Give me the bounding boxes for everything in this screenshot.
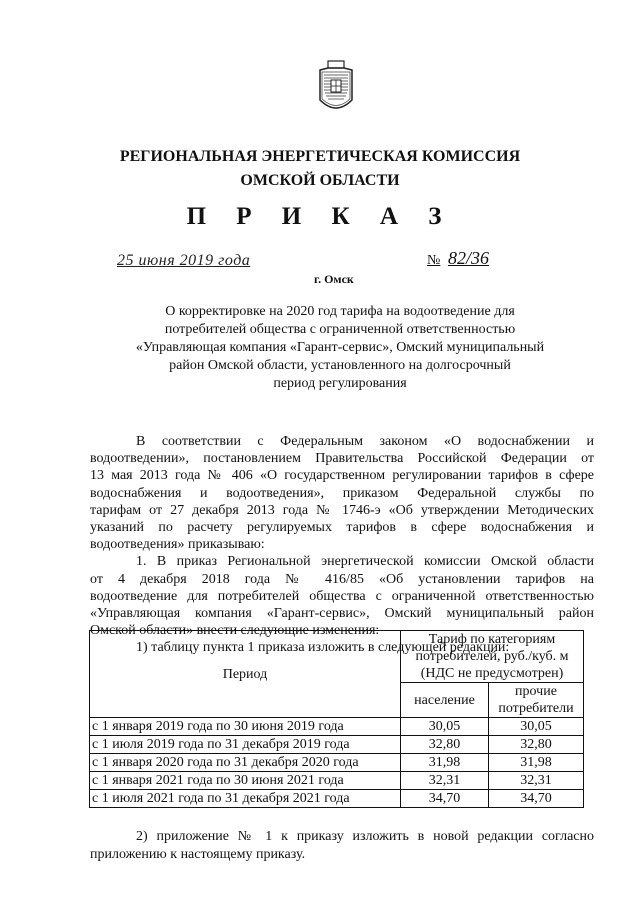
header-other-line: прочие — [515, 684, 557, 699]
body-line: указаний по расчету регулируемых тарифов в сфере водоснабжения и — [90, 520, 594, 536]
subject-line: О корректировке на 2020 год тарифа на водоотведение для — [165, 304, 515, 319]
cell-population: 32,31 — [401, 772, 489, 790]
tariff-table — [89, 630, 584, 808]
table-header-row — [90, 631, 584, 683]
cell-other: 30,05 — [489, 718, 584, 736]
order-body — [90, 433, 594, 657]
cell-period: с 1 июля 2019 года по 31 декабря 2019 года — [90, 736, 401, 754]
body-line: приложению к настоящему приказу. — [90, 847, 306, 862]
table-row — [90, 736, 584, 754]
header-population: население — [401, 683, 489, 718]
document-title: П Р И К А З — [186, 203, 454, 230]
body-line: Омской области» внести следующие изменения: — [90, 623, 380, 639]
cell-period: с 1 января 2019 года по 30 июня 2019 года — [90, 718, 401, 736]
cell-population: 30,05 — [401, 718, 489, 736]
body-line: водоотведении», постановлением Правительства Российской Федерации от — [90, 451, 594, 467]
cell-period: с 1 января 2020 года по 31 декабря 2020 года — [90, 754, 401, 772]
cell-period: с 1 июля 2021 года по 31 декабря 2021 года — [90, 790, 401, 808]
cell-period: с 1 января 2021 года по 30 июня 2021 года — [90, 772, 401, 790]
table-row — [90, 772, 584, 790]
body-line: В соответствии с Федеральным законом «О водоснабжении и — [136, 434, 594, 449]
subject-line: потребителей общества с ограниченной ответственностью — [164, 322, 516, 337]
body-line: 2) приложение № 1 к приказу изложить в новой редакции согласно — [136, 829, 594, 844]
cell-other: 32,80 — [489, 736, 584, 754]
header-tariff-line: (НДС не предусмотрен) — [420, 666, 564, 681]
number-sign: № — [427, 253, 441, 268]
header-other-line: потребители — [498, 701, 574, 716]
body-line: «Управляющая компания «Гарант-сервис», Омский муниципальный район — [90, 606, 594, 622]
subject-line: район Омской области, установленного на долгосрочный — [169, 358, 511, 373]
header-period: Период — [90, 631, 401, 718]
cell-other: 34,70 — [489, 790, 584, 808]
table-row — [90, 718, 584, 736]
city: г. Омск — [314, 272, 354, 286]
item-2-text — [90, 828, 594, 864]
organization-name — [0, 145, 640, 193]
body-line: 1. В приказ Региональной энергетической комиссии Омской области — [136, 554, 594, 570]
body-line: водоснабжения и водоотведения», приказом Федеральной службы по — [90, 485, 594, 501]
body-line: 13 мая 2013 года № 406 «О государственном регулировании тарифов в сфере — [90, 468, 594, 484]
cell-population: 32,80 — [401, 736, 489, 754]
cell-population: 31,98 — [401, 754, 489, 772]
organization-name-line: РЕГИОНАЛЬНАЯ ЭНЕРГЕТИЧЕСКАЯ КОМИССИЯ — [119, 148, 521, 165]
header-other — [489, 683, 584, 718]
organization-name-line: ОМСКОЙ ОБЛАСТИ — [240, 172, 400, 189]
cell-population: 34,70 — [401, 790, 489, 808]
header-tariff-line: Тариф по категориям — [428, 632, 556, 647]
body-line: 1) таблицу пункта 1 приказа изложить в следующей редакции: — [136, 640, 510, 656]
body-line: тарифам от 27 декабря 2013 года № 1746-э «Об утверждении Методических — [90, 502, 594, 518]
cell-other: 32,31 — [489, 772, 584, 790]
cell-other: 31,98 — [489, 754, 584, 772]
table-row — [90, 754, 584, 772]
order-date: 25 июня 2019 года — [117, 252, 251, 269]
omsk-coat-of-arms-icon — [316, 60, 356, 118]
header-tariff-group — [401, 631, 584, 683]
body-line: от 4 декабря 2018 года № 416/85 «Об установлении тарифов на — [90, 571, 594, 587]
order-subject — [120, 303, 560, 393]
order-number: 82/36 — [448, 248, 490, 268]
subject-line: период регулирования — [273, 376, 407, 391]
body-line: водоотведение для потребителей общества с ограниченной ответственностью — [90, 588, 594, 604]
header-tariff-line: потребителей, руб./куб. м — [415, 649, 569, 664]
table-row — [90, 790, 584, 808]
body-line: водоотведения» приказываю: — [90, 537, 265, 553]
subject-line: «Управляющая компания «Гарант-сервис», Омский муниципальный — [135, 340, 545, 355]
